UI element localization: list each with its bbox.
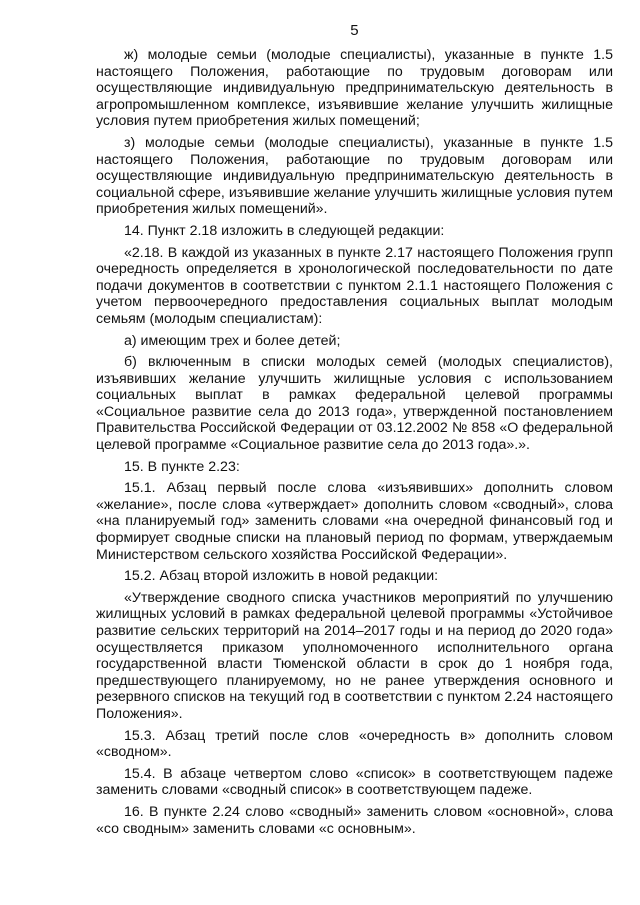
paragraph-item-z: з) молодые семьи (молодые специалисты), указанные в пункте 1.5 настоящего Положения, работающие по трудовым договорам или осуществляющие индивидуальную предпринимательскую деятельность в социальной сфере, изъявившие желание улучшить жилищные условия путем приобретения жилых помещений». [96,134,613,218]
paragraph-item-b: б) включенным в списки молодых семей (молодых специалистов), изъявивших желание улучшить жилищные условия с использованием социальных выплат в рамках федеральной целевой программы «Социальное развитие села до 2013 года», утвержденной постановлением Правительства Российской Федерации от 03.12.2002 № 858 «О федеральной целевой программе «Социальное развитие села до 2013 года».». [96,354,613,454]
page-number: 5 [350,22,359,39]
paragraph-clause-15-4: 15.4. В абзаце четвертом слово «список» в соответствующем падеже заменить словами «сводный список» в соответствующем падеже. [96,765,613,799]
paragraph-new-wording: «Утверждение сводного списка участников мероприятий по улучшению жилищных условий в рамках федеральной целевой программы «Устойчивое развитие сельских территорий на 2014–2017 годы и на период до 2020 года» осуществляется приказом уполномоченного исполнительного органа государственной власти Тюменской области в срок до 1 ноября года, предшествующего планируемому, но не ранее утверждения основного и резервного списков на текущий год в соответствии с пунктом 2.24 настоящего Положения». [96,589,613,722]
paragraph-item-a: а) имеющим трех и более детей; [124,332,341,349]
paragraph-item-zh: ж) молодые семьи (молодые специалисты), указанные в пункте 1.5 настоящего Положения, работающие по трудовым договорам или осуществляющие индивидуальную предпринимательскую деятельность в агропромышленном комплексе, изъявившие желание улучшить жилищные условия путем приобретения жилых помещений; [96,47,613,130]
paragraph-clause-15-2: 15.2. Абзац второй изложить в новой редакции: [124,568,439,585]
paragraph-clause-16: 16. В пункте 2.24 слово «сводный» заменить словом «основной», слова «со сводным» заменить словами «с основным». [96,803,613,837]
paragraph-clause-15-3: 15.3. Абзац третий после слов «очередность в» дополнить словом «сводном». [96,727,613,761]
paragraph-clause-15-1: 15.1. Абзац первый после слова «изъявивших» дополнить словом «желание», после слова «утверждает» дополнить словом «сводный», слова «на планируемый год» заменить словами «на очередной финансовый год и формирует сводные списки на плановый период по формам, утверждаемым Министерством сельского хозяйства Российской Федерации». [96,480,613,563]
paragraph-clause-14: 14. Пункт 2.18 изложить в следующей редакции: [124,222,445,239]
paragraph-clause-15: 15. В пункте 2.23: [124,458,240,475]
paragraph-clause-2-18: «2.18. В каждой из указанных в пункте 2.17 настоящего Положения групп очередность определяется в хронологической последовательности по дате подачи документов в соответствии с пунктом 2.1.1 настоящего Положения с учетом первоочередного предоставления социальных выплат молодым семьям (молодым специалистам): [96,244,613,327]
